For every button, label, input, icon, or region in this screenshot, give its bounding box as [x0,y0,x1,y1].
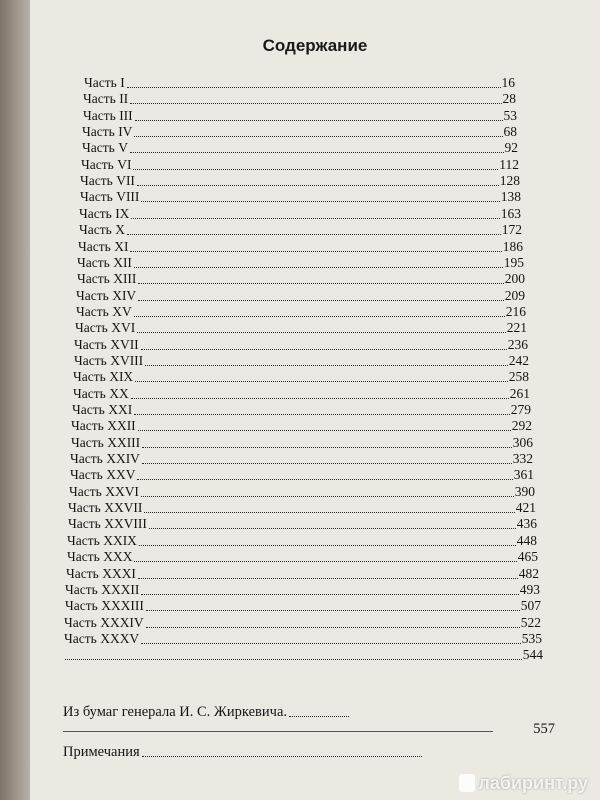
toc-page: 332 [512,451,533,467]
toc-label: Часть XXXIII [65,598,144,614]
toc-row [70,467,534,483]
toc-leader-dots [146,627,520,628]
toc-leader-dots [134,267,503,268]
toc-label: Часть XXVIII [68,516,147,532]
toc-label: Часть XXVI [69,483,139,499]
toc-leader-dots [137,332,506,333]
toc-page: 557 [533,721,555,737]
toc-row-appendix-page [505,721,555,737]
toc-page: 465 [517,549,538,565]
toc-row [64,615,541,631]
toc-leader-dots [134,316,505,317]
toc-leader-dots [134,414,510,415]
toc-label: Часть XVII [74,336,139,352]
toc-row [70,451,533,467]
toc-row [73,369,529,385]
toc-row [84,75,515,91]
toc-leader-dots [65,659,522,660]
toc-row [77,255,524,271]
toc-label: Часть V [82,140,128,156]
toc-page: 390 [514,483,535,499]
toc-leader-dots [142,447,512,448]
toc-page: 195 [503,254,524,270]
toc-page: 16 [501,75,515,90]
toc-row [77,271,525,287]
toc-row [71,435,533,451]
toc-page: 448 [516,532,537,548]
toc-row-notes [63,744,423,760]
toc-page: 522 [520,614,541,630]
toc-row [79,222,522,238]
toc-leader-dots [142,756,422,757]
watermark [459,773,588,794]
toc-leader-dots [142,463,512,464]
toc-page: 200 [504,271,525,287]
toc-row [81,157,519,173]
toc-label: Часть IV [82,124,133,140]
toc-label: Часть XXXIV [64,614,144,630]
toc-row [82,124,517,140]
toc-page: 292 [511,418,532,434]
watermark-text: лабиринт.ру [478,773,588,793]
toc-label: Часть XX [73,385,129,401]
toc-row [68,516,537,532]
toc-page: 535 [521,630,542,646]
toc-row-appendix [63,704,533,720]
toc-page: 361 [513,467,534,483]
toc-page: 92 [504,140,518,156]
toc-leader-dots [138,578,518,579]
toc-label: Часть XXXII [65,581,140,597]
toc-row [65,582,540,598]
toc-page: 306 [512,434,533,450]
toc-leader-dots [130,152,504,153]
toc-row [64,631,542,647]
toc-row [73,386,530,402]
toc-label: Часть X [79,222,125,238]
toc-row [65,598,541,614]
toc-page: 544 [522,647,543,663]
toc-label: Часть XVIII [74,352,144,368]
toc-row [75,320,527,336]
toc-leader-dots [134,561,516,562]
toc-page: 421 [515,500,536,516]
toc-label: Часть XI [78,238,129,254]
toc-leader-dots [131,398,509,399]
toc-label: Часть XIV [76,287,137,303]
toc-label: Часть XXIX [67,532,137,548]
toc-label: Часть XXIV [70,451,140,467]
toc-row [76,288,525,304]
toc-row [74,353,529,369]
toc-label: Часть XXII [71,418,136,434]
toc-page: 482 [518,565,539,581]
toc-label: Часть XII [77,254,132,270]
toc-label: Часть XVI [75,320,136,336]
toc-leader-dots [130,251,501,252]
toc-leader-dots [133,169,498,170]
toc-page: 53 [503,107,517,123]
toc-page: 261 [509,385,530,401]
toc-page: 28 [502,91,516,107]
toc-row [79,206,521,222]
toc-row [67,533,537,549]
toc-row [82,140,518,156]
toc-page: 186 [502,238,523,254]
toc-label: Часть XXV [70,467,136,483]
toc-label: Часть XIX [73,369,134,385]
toc-label: Часть XIII [77,271,137,287]
toc-label: Часть XXXI [66,565,136,581]
toc-label: Часть XXI [72,402,133,417]
toc-label: Часть XV [76,303,132,319]
toc-row [83,108,517,124]
toc-leader-dots [137,479,512,480]
toc-row [69,484,535,500]
toc-row [80,173,520,189]
separator-line [63,731,493,732]
toc-leader-dots [127,87,501,88]
toc-row [68,500,536,516]
toc-page: 68 [503,124,517,140]
toc-leader-dots [145,365,508,366]
toc-leader-dots [149,528,516,529]
toc-page: 163 [500,205,521,221]
toc-label: Примечания [63,744,140,760]
toc-row [72,402,531,418]
toc-page: 138 [500,189,521,205]
toc-page: 493 [519,581,540,597]
toc-leader-dots [289,716,349,717]
toc-page: 436 [516,516,537,532]
toc-label: Часть VIII [80,189,140,205]
toc-row [83,91,516,107]
toc-leader-dots [138,300,504,301]
toc-label: Часть XXIII [71,434,141,450]
toc-label: Из бумаг генерала И. С. Жиркевича. [63,704,288,720]
toc-page: 172 [501,222,522,238]
toc-leader-dots [141,594,518,595]
toc-leader-dots [141,496,514,497]
toc-leader-dots [135,120,503,121]
toc-leader-dots [135,381,508,382]
toc-label: Часть IX [79,205,130,221]
toc-leader-dots [134,136,502,137]
toc-leader-dots [141,201,499,202]
toc-page: 128 [499,173,520,189]
toc-page: 507 [520,598,541,614]
toc-leader-dots [137,185,499,186]
toc-page: 258 [508,369,529,385]
toc-row [71,418,532,434]
toc-leader-dots [138,283,503,284]
toc-label: Часть I [84,75,125,90]
page-title: Содержание [262,36,368,55]
toc-page: 112 [499,156,519,172]
toc-label: Часть VI [81,156,132,172]
toc-page: 279 [510,402,531,417]
toc-page: 236 [507,336,528,352]
toc-leader-dots [127,234,501,235]
toc-row [76,304,526,320]
toc-label: Часть III [83,107,133,123]
toc-leader-dots [146,610,520,611]
toc-row [78,239,523,255]
toc-label: Часть XXVII [68,500,143,516]
toc-leader-dots [141,643,521,644]
toc-leader-dots [130,103,501,104]
toc-label: Часть XXX [67,549,133,565]
toc-leader-dots [144,512,514,513]
labirint-logo-icon [459,774,475,792]
toc-page: 209 [504,287,525,303]
toc-row [67,549,538,565]
toc-label: Часть VII [80,173,135,189]
toc-row [66,566,539,582]
toc-label: Часть II [83,91,129,107]
toc-leader-dots [141,349,507,350]
toc-row [63,647,543,663]
toc-leader-dots [139,545,516,546]
toc-row [74,337,528,353]
toc-row [80,189,521,205]
toc-page: 216 [505,303,526,319]
toc-page: 221 [506,320,527,336]
toc-leader-dots [138,430,511,431]
toc-label: Часть XXXV [64,630,140,646]
toc-leader-dots [131,218,499,219]
toc-page: 242 [508,352,529,368]
